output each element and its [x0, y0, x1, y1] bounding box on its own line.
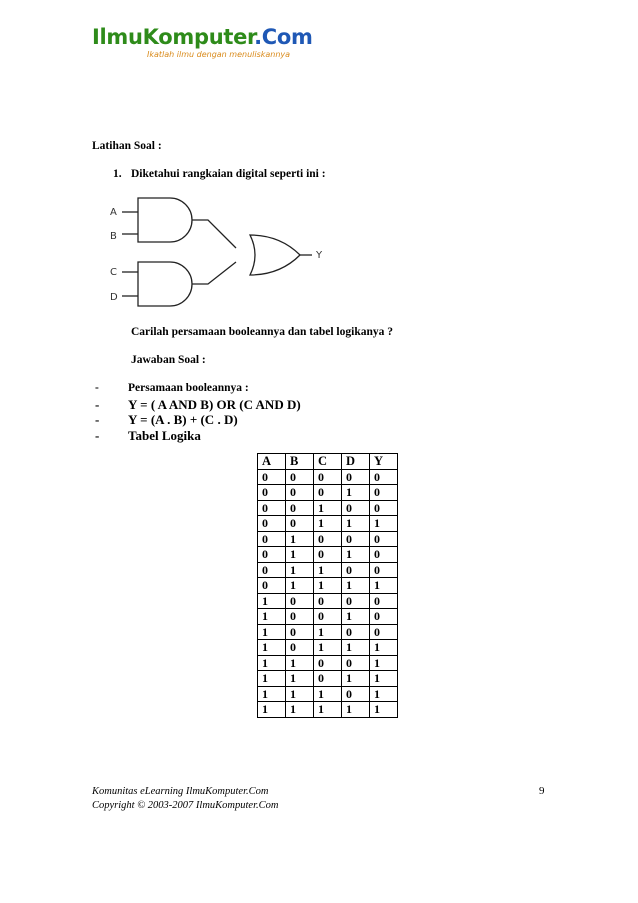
- bullet-marker: -: [95, 427, 100, 443]
- bullet-marker: -: [95, 396, 100, 412]
- table-row: [258, 593, 398, 609]
- table-cell: 1: [286, 547, 314, 563]
- table-cell: 1: [286, 702, 314, 718]
- table-cell: 0: [342, 531, 370, 547]
- header-cell: Y: [370, 454, 398, 470]
- answer-text: Persamaan booleannya :: [128, 382, 249, 394]
- bullet-marker: -: [95, 382, 99, 394]
- table-cell: 0: [286, 624, 314, 640]
- table-cell: 0: [370, 485, 398, 501]
- table-cell: 0: [286, 516, 314, 532]
- truth-table: [257, 453, 398, 718]
- table-cell: 0: [370, 593, 398, 609]
- table-cell: 1: [286, 686, 314, 702]
- answer-list: [95, 381, 301, 443]
- table-cell: 1: [286, 578, 314, 594]
- or-gate: [250, 235, 300, 275]
- table-cell: 1: [258, 640, 286, 656]
- table-cell: 1: [286, 671, 314, 687]
- table-cell: 1: [342, 547, 370, 563]
- table-cell: 0: [314, 671, 342, 687]
- answer-title: Jawaban Soal :: [131, 354, 206, 366]
- table-cell: 0: [286, 593, 314, 609]
- table-cell: 1: [314, 578, 342, 594]
- answer-text: Tabel Logika: [128, 427, 201, 443]
- table-cell: 0: [286, 500, 314, 516]
- table-cell: 1: [314, 686, 342, 702]
- table-cell: 1: [370, 516, 398, 532]
- table-cell: 0: [370, 547, 398, 563]
- table-cell: 0: [370, 562, 398, 578]
- table-row: [258, 578, 398, 594]
- table-cell: 1: [258, 671, 286, 687]
- table-cell: 1: [258, 624, 286, 640]
- logo-tagline: Ikatlah ilmu dengan menuliskannya: [147, 50, 291, 59]
- table-cell: 1: [342, 516, 370, 532]
- label-y: Y: [316, 250, 323, 261]
- table-cell: 0: [314, 593, 342, 609]
- table-cell: 0: [314, 485, 342, 501]
- table-cell: 0: [258, 578, 286, 594]
- label-b: B: [110, 231, 117, 242]
- table-cell: 0: [258, 547, 286, 563]
- section-title: Latihan Soal :: [92, 140, 162, 152]
- table-cell: 0: [314, 609, 342, 625]
- table-cell: 1: [286, 562, 314, 578]
- table-cell: 0: [314, 547, 342, 563]
- table-cell: 0: [370, 500, 398, 516]
- table-cell: 0: [258, 500, 286, 516]
- table-cell: 0: [314, 655, 342, 671]
- table-cell: 1: [342, 485, 370, 501]
- and2-output-wire: [192, 262, 236, 284]
- table-cell: 1: [370, 702, 398, 718]
- table-cell: 0: [286, 609, 314, 625]
- table-cell: 1: [314, 640, 342, 656]
- table-cell: 1: [286, 655, 314, 671]
- table-cell: 0: [286, 469, 314, 485]
- label-a: A: [110, 207, 117, 218]
- answer-item: [95, 412, 301, 428]
- bullet-marker: -: [95, 412, 100, 427]
- and-gate-2: [138, 262, 192, 306]
- header-cell: A: [258, 454, 286, 470]
- table-cell: 0: [370, 609, 398, 625]
- table-cell: 0: [258, 516, 286, 532]
- table-cell: 0: [258, 562, 286, 578]
- table-row: [258, 516, 398, 532]
- table-cell: 0: [370, 624, 398, 640]
- table-row: [258, 562, 398, 578]
- table-row: [258, 655, 398, 671]
- table-cell: 1: [286, 531, 314, 547]
- table-cell: 1: [314, 516, 342, 532]
- table-cell: 1: [342, 671, 370, 687]
- header-cell: D: [342, 454, 370, 470]
- page-footer: [92, 785, 278, 813]
- table-row: [258, 609, 398, 625]
- table-row: [258, 547, 398, 563]
- table-cell: 1: [314, 624, 342, 640]
- table-row: [258, 640, 398, 656]
- table-row: [258, 702, 398, 718]
- table-cell: 1: [342, 702, 370, 718]
- page-number: 9: [539, 785, 545, 797]
- table-cell: 1: [342, 640, 370, 656]
- instruction-text: Carilah persamaan booleannya dan tabel logikanya ?: [131, 326, 393, 338]
- truth-table-header: [258, 454, 398, 470]
- label-d: D: [110, 292, 118, 303]
- and-gate-1: [138, 198, 192, 242]
- table-cell: 0: [258, 531, 286, 547]
- question-text: Diketahui rangkaian digital seperti ini :: [131, 168, 326, 180]
- logo-part1: IlmuKomputer: [92, 25, 255, 49]
- table-cell: 1: [314, 562, 342, 578]
- logic-circuit-diagram: [108, 192, 333, 310]
- table-cell: 0: [286, 485, 314, 501]
- table-cell: 1: [314, 500, 342, 516]
- footer-community: Komunitas eLearning IlmuKomputer.Com: [92, 786, 269, 797]
- table-cell: 1: [258, 609, 286, 625]
- table-cell: 1: [370, 671, 398, 687]
- table-row: [258, 485, 398, 501]
- table-cell: 0: [258, 469, 286, 485]
- table-cell: 0: [342, 469, 370, 485]
- table-cell: 1: [370, 655, 398, 671]
- answer-text: Y = (A . B) + (C . D): [128, 412, 238, 427]
- answer-item: [95, 428, 301, 444]
- table-cell: 1: [258, 686, 286, 702]
- table-row: [258, 469, 398, 485]
- table-cell: 0: [342, 562, 370, 578]
- table-cell: 1: [370, 686, 398, 702]
- table-cell: 1: [314, 702, 342, 718]
- header-cell: C: [314, 454, 342, 470]
- table-cell: 1: [258, 593, 286, 609]
- table-cell: 0: [286, 640, 314, 656]
- header-cell: B: [286, 454, 314, 470]
- answer-item: [95, 381, 301, 397]
- table-cell: 0: [342, 655, 370, 671]
- logo-title: [92, 24, 313, 50]
- table-cell: 0: [342, 686, 370, 702]
- table-cell: 1: [342, 578, 370, 594]
- table-row: [258, 500, 398, 516]
- table-row: [258, 686, 398, 702]
- table-cell: 0: [370, 531, 398, 547]
- site-logo: [92, 24, 313, 64]
- answer-item: [95, 397, 301, 413]
- table-cell: 1: [342, 609, 370, 625]
- table-cell: 1: [258, 655, 286, 671]
- label-c: C: [110, 267, 117, 278]
- table-cell: 1: [258, 702, 286, 718]
- table-cell: 0: [258, 485, 286, 501]
- table-row: [258, 531, 398, 547]
- logo-part2: .Com: [254, 25, 313, 49]
- table-row: [258, 671, 398, 687]
- table-cell: 0: [314, 469, 342, 485]
- answer-text: Y = ( A AND B) OR (C AND D): [128, 396, 301, 412]
- and1-output-wire: [192, 220, 236, 248]
- table-cell: 1: [370, 578, 398, 594]
- footer-copyright: Copyright © 2003-2007 IlmuKomputer.Com: [92, 800, 279, 811]
- table-cell: 0: [342, 593, 370, 609]
- table-cell: 0: [314, 531, 342, 547]
- table-row: [258, 624, 398, 640]
- table-cell: 0: [370, 469, 398, 485]
- table-cell: 1: [370, 640, 398, 656]
- question-number: 1.: [113, 168, 122, 180]
- table-cell: 0: [342, 624, 370, 640]
- table-cell: 0: [342, 500, 370, 516]
